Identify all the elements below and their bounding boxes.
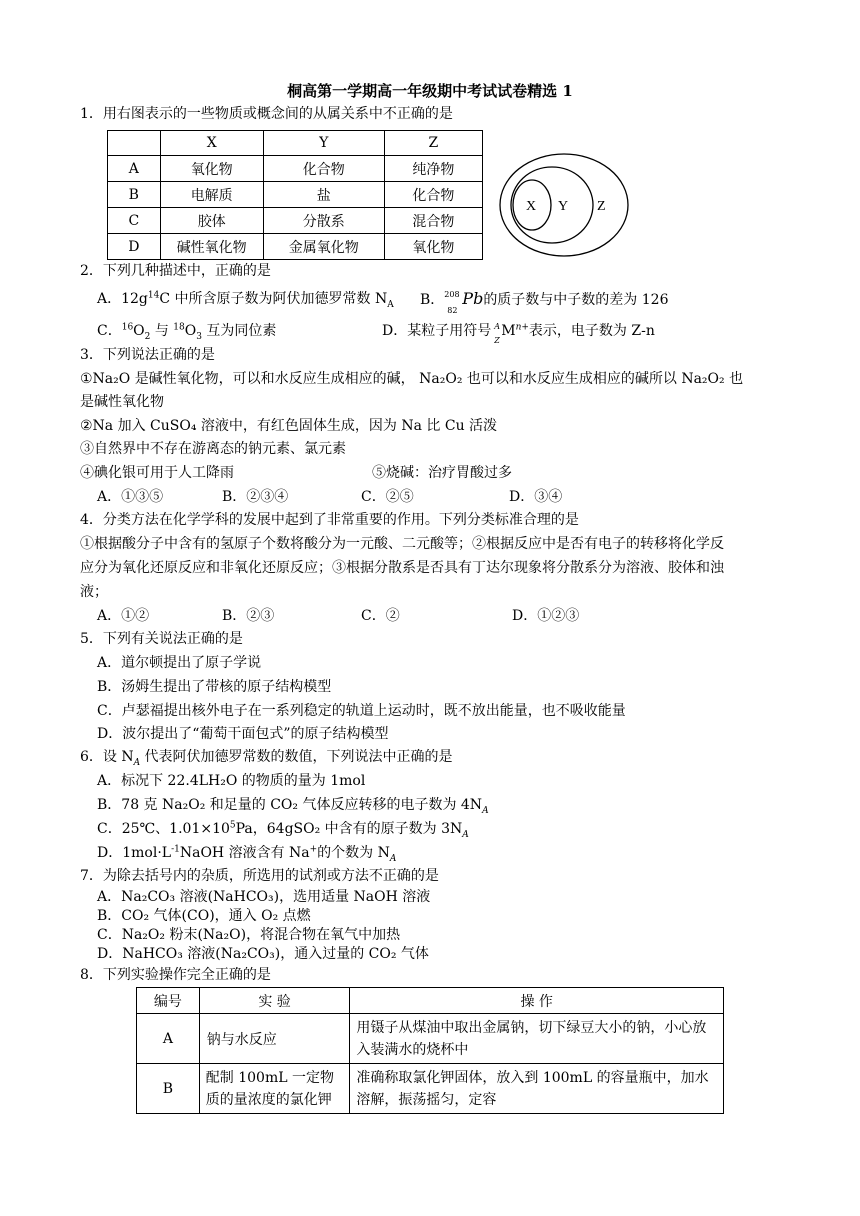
q3-stem: 3．下列说法正确的是 [80, 347, 215, 363]
q1-header-cell: Y [263, 131, 384, 156]
q1-cell: 分散系 [263, 208, 384, 234]
q1-header-cell: X [160, 131, 263, 156]
q8-cell-exp: 配制 100mL 一定物质的量浓度的氯化钾 [199, 1064, 350, 1114]
q6-option-c: C．25℃、$1.01\times 10^5Pa$，64gSO₂ 中含有的原子数为 $3N_A$ [97, 820, 469, 840]
q4-line: 液； [80, 584, 108, 600]
q7-option: D．NaHCO₃ 溶液(Na₂CO₃)，通入过量的 CO₂ 气体 [97, 946, 429, 962]
q4-option: A．①② [97, 608, 150, 624]
q1-cell: A [108, 156, 161, 182]
q3-option: A．①③⑤ [97, 489, 164, 505]
q4-option: B．②③ [222, 608, 275, 624]
q7-option: A．Na₂CO₃ 溶液(NaHCO₃)，选用适量 NaOH 溶液 [97, 889, 431, 905]
q3-line: 是碱性氧化物 [80, 394, 164, 410]
q1-cell: 混合物 [384, 208, 482, 234]
venn-x-label: X [526, 199, 537, 214]
q5-option: D．波尔提出了“葡萄干面包式”的原子结构模型 [97, 726, 389, 742]
q5-option: C．卢瑟福提出核外电子在一系列稳定的轨道上运动时，既不放出能量，也不吸收能量 [97, 703, 626, 719]
q5-option: A．道尔顿提出了原子学说 [97, 655, 262, 671]
q4-line: ①根据酸分子中含有的氢原子个数将酸分为一元酸、二元酸等；②根据反应中是否有电子的转移将化学反 [80, 536, 724, 552]
q1-cell: 电解质 [160, 182, 263, 208]
q8-cell-id: A [137, 1014, 200, 1064]
q1-cell: 纯净物 [384, 156, 482, 182]
q2-option-d: D．某粒子用符号 A Z $M^{n+}$表示，电子数为 Z-n [382, 322, 655, 345]
q3-option: C．②⑤ [361, 489, 414, 505]
q3-line: ③自然界中不存在游离态的钠元素、氯元素 [80, 441, 346, 457]
q3-option: D．③④ [509, 489, 563, 505]
q6-stem: 6．设 $N_A$ 代表阿伏加德罗常数的数值，下列说法中正确的是 [80, 749, 453, 768]
q2-option-a: A．$12g^{14}C$ 中所含原子数为阿伏加德罗常数 $N_A$ [97, 290, 394, 310]
q1-header-cell: Z [384, 131, 482, 156]
page-title: 桐高第一学期高一年级期中考试试卷精选 1 [287, 82, 573, 100]
q4-stem: 4．分类方法在化学学科的发展中起到了非常重要的作用。下列分类标准合理的是 [80, 512, 579, 528]
q8-header-cell: 编号 [137, 988, 200, 1014]
q1-header-cell [108, 131, 161, 156]
q1-cell: D [108, 234, 161, 260]
q6-option-b: B．78 克 Na₂O₂ 和足量的 CO₂ 气体反应转移的电子数为 $4N_A$ [97, 797, 489, 816]
q3-line: ②Na 加入 CuSO₄ 溶液中，有红色固体生成，因为 Na 比 Cu 活泼 [80, 418, 498, 434]
q1-cell: 金属氧化物 [263, 234, 384, 260]
q1-cell: 化合物 [384, 182, 482, 208]
q3-line: ④碘化银可用于人工降雨 [80, 465, 234, 481]
q8-stem: 8．下列实验操作完全正确的是 [80, 967, 271, 983]
q6-option-d: D．$1mol\cdot L^{-1}NaOH$ 溶液含有 Na+的个数为 $N_A$ [97, 844, 397, 864]
q5-stem: 5．下列有关说法正确的是 [80, 631, 243, 647]
q1-venn-diagram [498, 150, 633, 260]
q3-option: B．②③④ [222, 489, 289, 505]
q3-line: ①Na₂O 是碱性氧化物，可以和水反应生成相应的碱， Na₂O₂ 也可以和水反应生成相应的碱所以 Na₂O₂ 也 [80, 371, 744, 387]
q1-cell: 氧化物 [384, 234, 482, 260]
q4-option: D．①②③ [512, 608, 580, 624]
q2-option-b: B． 208 82 Pb的质子数与中子数的差为 126 [420, 289, 669, 315]
q2-option-c: C．$^{16}O_2$ 与 $^{18}O_3$ 互为同位素 [97, 322, 277, 342]
q1-cell: B [108, 182, 161, 208]
q8-header-cell: 操 作 [350, 988, 724, 1014]
q3-line: ⑤烧碱：治疗胃酸过多 [372, 465, 512, 481]
venn-y-label: Y [558, 199, 569, 214]
q8-cell-exp: 钠与水反应 [199, 1014, 350, 1064]
q8-header-cell: 实 验 [199, 988, 350, 1014]
q4-line: 应分为氧化还原反应和非氧化还原反应；③根据分散系是否具有丁达尔现象将分散系分为溶液、胶体和浊 [80, 560, 724, 576]
q1-cell: C [108, 208, 161, 234]
q2-stem: 2．下列几种描述中，正确的是 [80, 263, 271, 279]
q7-stem: 7．为除去括号内的杂质，所选用的试剂或方法不正确的是 [80, 868, 439, 884]
q1-stem: 1．用右图表示的一些物质或概念间的从属关系中不正确的是 [80, 106, 453, 122]
q8-cell-op: 用镊子从煤油中取出金属钠，切下绿豆大小的钠，小心放入装满水的烧杯中 [350, 1014, 724, 1064]
q8-cell-id: B [137, 1064, 200, 1114]
q7-option: B．CO₂ 气体(CO)，通入 O₂ 点燃 [97, 908, 311, 924]
q1-cell: 氧化物 [160, 156, 263, 182]
q4-option: C．② [361, 608, 400, 624]
q1-cell: 胶体 [160, 208, 263, 234]
q8-table [136, 987, 724, 1114]
q5-option: B．汤姆生提出了带核的原子结构模型 [97, 679, 332, 695]
q1-cell: 化合物 [263, 156, 384, 182]
q7-option: C．Na₂O₂ 粉末(Na₂O)，将混合物在氧气中加热 [97, 927, 401, 943]
q1-cell: 碱性氧化物 [160, 234, 263, 260]
venn-z-label: Z [597, 199, 606, 214]
q1-cell: 盐 [263, 182, 384, 208]
q1-table [107, 130, 483, 260]
q6-option-a: A．标况下 22.4LH₂O 的物质的量为 1mol [97, 773, 366, 789]
q8-cell-op: 准确称取氯化钾固体，放入到 100mL 的容量瓶中，加水溶解，振荡摇匀，定容 [350, 1064, 724, 1114]
